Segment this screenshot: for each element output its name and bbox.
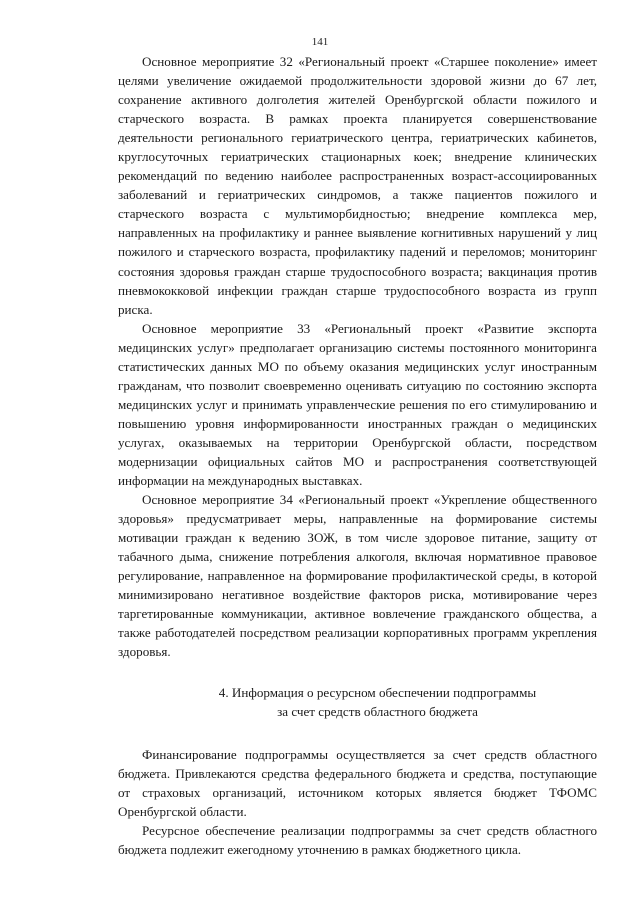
page-number: 141 (311, 36, 329, 48)
section-heading-line-2: за счет средств областного бюджета (277, 703, 478, 719)
paragraph-event-33: Основное мероприятие 33 «Региональный проект «Развитие экспорта медицинских услуг» предполагает организацию системы постоянного мониторинга статистических данных МО по объему оказания медицинских услуг иностранным гражданам, что позволит своевременно оценивать ситуацию по состоянию экспорта медицинских услуг и принимать управленческие решения по его стимулированию и повышению уровня информированности иностранных граждан о медицинских услугах, оказываемых на территории Оренбургской области, посредством модернизации официальных сайтов МО и распространения соответствующей информации на международных выставках. (118, 320, 597, 489)
section-heading-line-1: 4. Информация о ресурсном обеспечении подпрограммы (218, 684, 537, 700)
paragraph-resource-provision: Ресурсное обеспечение реализации подпрограммы за счет средств областного бюджета подлежит ежегодному уточнению в рамках бюджетного цикла. (118, 822, 597, 857)
paragraph-financing: Финансирование подпрограммы осуществляется за счет средств областного бюджета. Привлекаются средства федерального бюджета и средства, поступающие от страховых организаций, источником которых является бюджет ТФОМС Оренбургской области. (118, 746, 597, 819)
document-body (118, 52, 597, 859)
section-heading (118, 683, 597, 721)
paragraph-event-34: Основное мероприятие 34 «Региональный проект «Укрепление общественного здоровья» предусматривает меры, направленные на формирование системы мотивации граждан к ведению ЗОЖ, в том числе здоровое питание, защиту от табачного дыма, снижение потребления алкоголя, включая нормативное правовое регулирование, направленное на формирование профилактической среды, в которой минимизировано негативное воздействие факторов риска, мотивирование через таргетированные коммуникации, активное вовлечение гражданского общества, а также работодателей посредством реализации корпоративных программ укрепления здоровья. (118, 492, 597, 660)
paragraph-event-32: Основное мероприятие 32 «Региональный проект «Старшее поколение» имеет целями увеличение ожидаемой продолжительности здоровой жизни до 67 лет, сохранение активного долголетия жителей Оренбургской области пожилого и старческого возраста. В рамках проекта планируется совершенствование деятельности регионального гериатрического центра, гериатрических кабинетов, круглосуточных гериатрических стационарных коек; внедрение клинических рекомендаций по ведению наиболее распространенных возраст-ассоциированных заболеваний и гериатрических синдромов, а также пациентов пожилого и старческого возраста с мультиморбидностью; внедрение комплекса мер, направленных на профилактику и раннее выявление когнитивных нарушений у лиц пожилого и старческого возраста, профилактику падений и переломов; мониторинг состояния здоровья граждан старше трудоспособного возраста; вакцинация против пневмококковой инфекции граждан старше трудоспособного возраста из групп риска. (118, 54, 597, 317)
